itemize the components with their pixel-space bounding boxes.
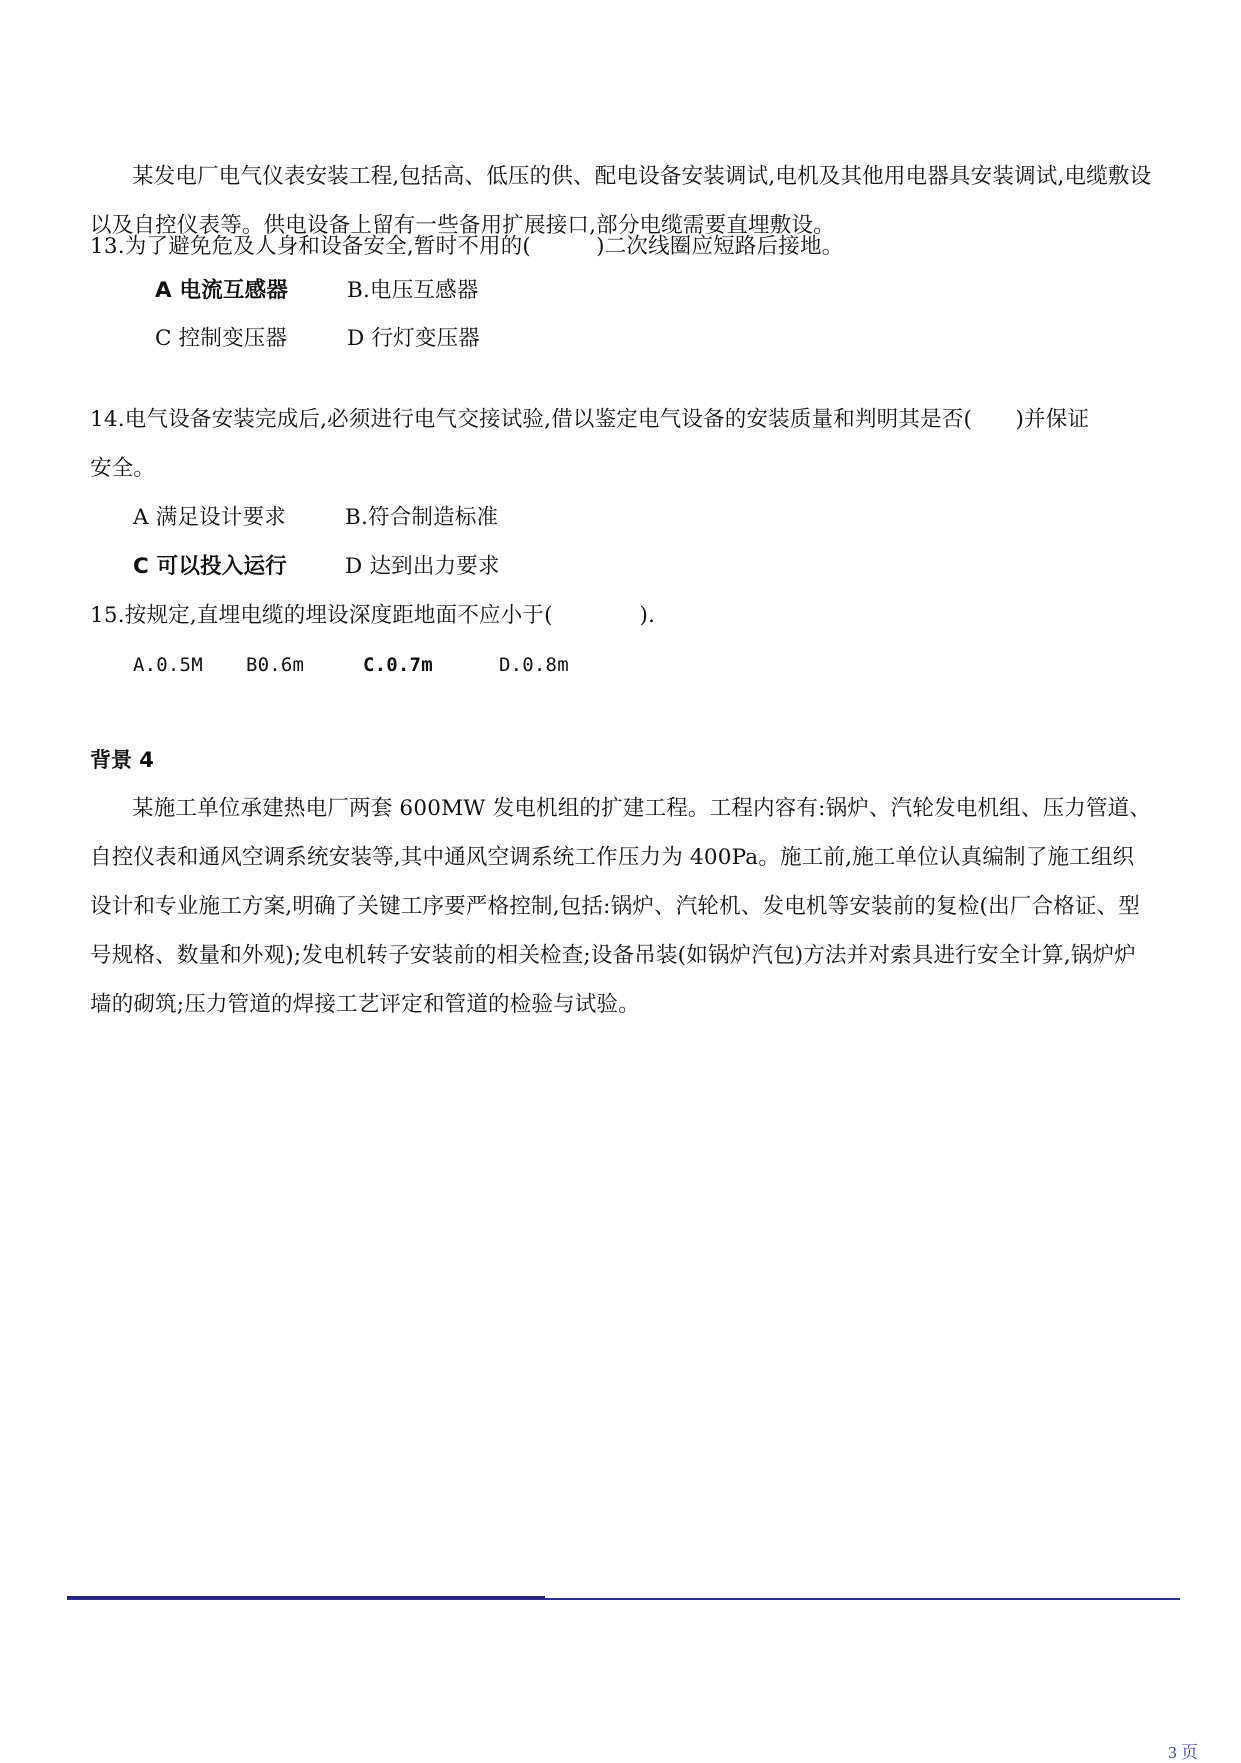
intro-paragraph: 某发电厂电气仪表安装工程,包括高、低压的供、配电设备安装调试,电机及其他用电器具安装调试,电缆敷设以及自控仪表等。供电设备上留有一些备用扩展接口,部分电缆需要直埋敷设。 [90, 164, 1152, 238]
question-15-option-b: B0.6m [246, 654, 305, 676]
question-15-option-c: C.0.7m [363, 654, 433, 676]
question-14-option-a: A 满足设计要求 [133, 505, 286, 530]
question-13-option-a: A 电流互感器 [155, 278, 289, 303]
question-14-option-c: C 可以投入运行 [133, 554, 287, 579]
question-15-option-a: A.0.5M [133, 654, 203, 676]
question-14-option-b: B.符合制造标准 [345, 505, 499, 530]
question-14-stem-line2: 安全。 [90, 456, 156, 481]
question-15-stem: 15.按规定,直埋电缆的埋设深度距地面不应小于( ). [90, 603, 656, 628]
page-number: 3 页 [1168, 1743, 1198, 1762]
background-4-heading: 背景 4 [90, 748, 154, 772]
background-4-paragraph: 某施工单位承建热电厂两套 600MW 发电机组的扩建工程。工程内容有:锅炉、汽轮发电机组、压力管道、自控仪表和通风空调系统安装等,其中通风空调系统工作压力为 400Pa。施工前,施工单位认真编制了施工组织设计和专业施工方案,明确了关键工序要严格控制,包括:锅炉、汽轮机、发电机等安装前的复检(出厂合格证、型号规格、数量和外观);发电机转子安装前的相关检查;设备吊装(如锅炉汽包)方法并对索具进行安全计算,锅炉炉墙的砌筑;压力管道的焊接工艺评定和管道的检验与试验。 [90, 796, 1152, 1017]
question-15-option-d: D.0.8m [499, 654, 569, 676]
question-14-stem-line1: 14.电气设备安装完成后,必须进行电气交接试验,借以鉴定电气设备的安装质量和判明其是否( )并保证 [90, 407, 1090, 432]
question-14-option-d: D 达到出力要求 [345, 554, 500, 579]
question-13-option-d: D 行灯变压器 [347, 326, 480, 351]
question-13-stem: 13.为了避免危及人身和设备安全,暂时不用的( )二次线圈应短路后接地。 [90, 234, 844, 259]
footer-rule-accent [67, 1596, 545, 1599]
question-13-option-b: B.电压互感器 [347, 278, 479, 303]
question-13-option-c: C 控制变压器 [155, 326, 288, 351]
